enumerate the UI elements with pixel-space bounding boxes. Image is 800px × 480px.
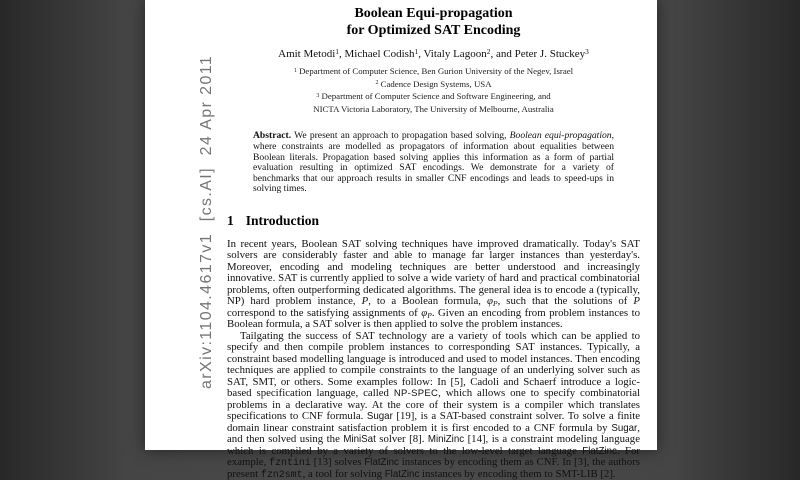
paper-content — [227, 0, 640, 480]
abstract — [253, 131, 614, 195]
abstract-label: Abstract. — [253, 130, 292, 142]
affiliation-line-4: NICTA Victoria Laboratory, The University of Melbourne, Australia — [313, 103, 554, 114]
abstract-text: We present an approach to propagation based solving, Boolean equi-propagation, where constraints are modelled as propagators of information about equalities between Boolean literals. Propagation based solving applies this information as a form of partial evaluation resulting in optimized SAT encodings. We demonstrate for a variety of benchmarks that our approach results in smaller CNF encodings and leads to speed-ups in solving times. — [253, 130, 614, 195]
section-number: 1 — [227, 212, 234, 228]
paper-title-line1: Boolean Equi-propagation — [354, 6, 513, 21]
affiliations-block — [227, 66, 640, 114]
paper-title — [227, 5, 640, 39]
intro-paragraph-2: Tailgating the success of SAT technology are a variety of tools which can be applied to specify and then compile problem instances to corresponding SAT instances. Typically, a constraint based modelling language is introduced and used to model instances. Then encoding techniques are applied to compile constraints to the language of an underlying solver such as SAT, SMT, or others. Some examples follow: In [5], Cadoli and Schaerf introduce a logic-based specification language, called NP-SPEC, which allows one to specify combinatorial problems in a declarative way. At the core of their system is a compiler which translates specifications to CNF formula. Sugar [19], is a SAT-based constraint solver. To solve a finite domain linear constraint satisfaction problem it is first encoded to a CNF formula by Sugar, and then solved using the MiniSat solver [8]. MiniZinc [14], is a constraint modeling language which is compiled by a variety of solvers to the low-level target language FlatZinc. For example, fzntini [13] solves FlatZinc instances by encoding them as CNF. In [3], the authors present fzn2smt, a tool for solving FlatZinc instances by encoding them to SMT-LIB [2]. — [227, 329, 640, 480]
paper-title-line2: for Optimized SAT Encoding — [346, 23, 521, 38]
intro-paragraph-1: In recent years, Boolean SAT solving techniques have improved dramatically. Today's SAT solvers are considerably faster and able to manage far larger instances than yesterday's. Moreover, encoding and modeling techniques are better understood and increasingly innovative. SAT is currently applied to solve a wide variety of hard and practical combinatorial problems, often outperforming dedicated algorithms. The general idea is to encode a (typically, NP) hard problem instance, P, to a Boolean formula, φP, such that the solutions of P correspond to the satisfying assignments of φP. Given an encoding from problem instances to Boolean formula, a SAT solver is then applied to solve the problem instances. — [227, 237, 640, 331]
affiliation-line-1: $^1$ Department of Computer Science, Ben Gurion University of the Negev, Israel — [293, 66, 574, 76]
authors-line: Amit Metodi$^1$, Michael Codish$^1$, Vitaly Lagoon$^2$, and Peter J. Stuckey$^3$ — [278, 47, 589, 60]
affiliation-line-3: $^3$ Department of Computer Science and Software Engineering, and — [316, 91, 551, 102]
section-heading — [227, 213, 640, 229]
pdf-page — [145, 0, 657, 480]
section-title: Introduction — [245, 212, 320, 228]
affiliation-line-2: $^2$ Cadence Design Systems, USA — [375, 78, 492, 89]
arxiv-watermark: arXiv:1104.4617v1 [cs.AI] 24 Apr 2011 — [198, 54, 215, 389]
